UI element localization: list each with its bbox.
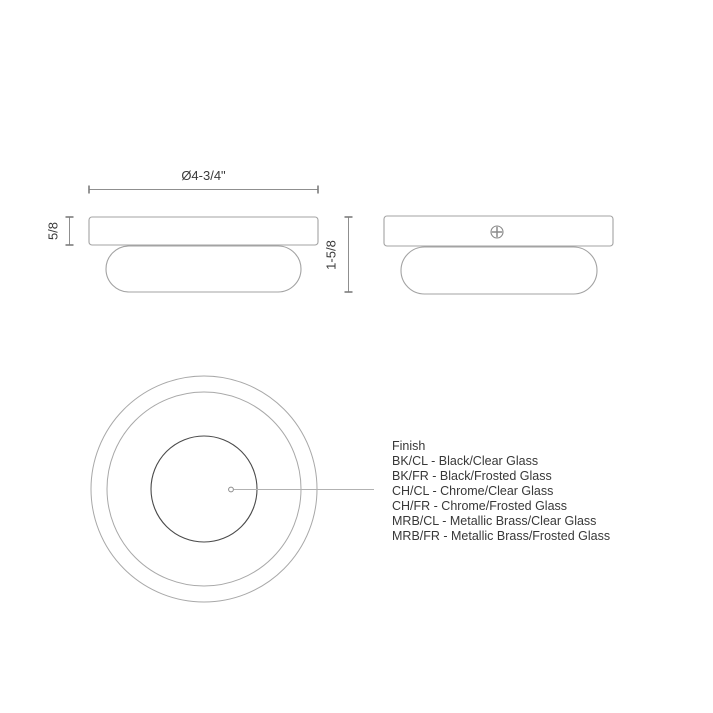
plate-height-dim-label: 5/8 [45, 221, 61, 241]
diameter-dim-label: Ø4-3/4" [181, 168, 226, 183]
plate-height-dimension [46, 217, 74, 245]
glass-diffuser-front [106, 246, 301, 292]
finish-heading: Finish [392, 439, 426, 453]
side-view-mounting [384, 216, 613, 294]
diameter-dimension [89, 168, 318, 194]
canopy-plate-front [89, 217, 318, 245]
finish-option: MRB/FR - Metallic Brass/Frosted Glass [392, 529, 611, 543]
finish-option: CH/CL - Chrome/Clear Glass [392, 484, 554, 498]
phillips-screw-icon [491, 226, 503, 238]
glass-diffuser-side [401, 247, 597, 294]
finish-option: BK/CL - Black/Clear Glass [392, 454, 539, 468]
plan-view [91, 376, 374, 602]
side-view-front [46, 168, 353, 292]
finish-option: BK/FR - Black/Frosted Glass [392, 469, 552, 483]
leader-anchor-dot [229, 487, 234, 492]
total-height-dimension [324, 217, 353, 292]
finish-option: CH/FR - Chrome/Frosted Glass [392, 499, 568, 513]
finish-option: MRB/CL - Metallic Brass/Clear Glass [392, 514, 597, 528]
total-height-dim-label: 1-5/8 [323, 240, 339, 270]
finish-legend [392, 439, 692, 544]
